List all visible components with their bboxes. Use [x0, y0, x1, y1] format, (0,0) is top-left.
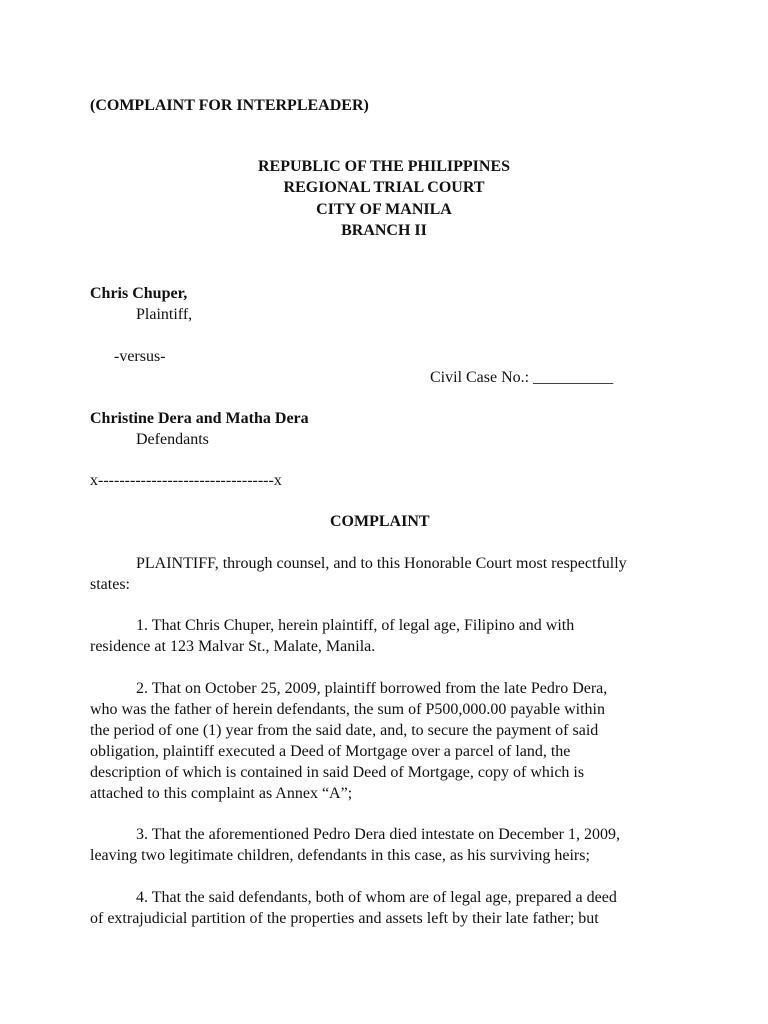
paragraph-line: who was the father of herein defendants, the sum of P500,000.00 payable within	[90, 701, 605, 718]
paragraph-line: description of which is contained in said Deed of Mortgage, copy of which is	[90, 764, 585, 781]
defendants-role: Defendants	[136, 431, 209, 448]
document-heading: (COMPLAINT FOR INTERPLEADER)	[90, 97, 369, 114]
paragraph-line: 2. That on October 25, 2009, plaintiff borrowed from the late Pedro Dera,	[136, 680, 608, 697]
court-line-republic: REPUBLIC OF THE PHILIPPINES	[257, 158, 511, 175]
paragraph-line: leaving two legitimate children, defendants in this case, as his surviving heirs;	[90, 847, 590, 864]
paragraph-line: obligation, plaintiff executed a Deed of Mortgage over a parcel of land, the	[90, 743, 571, 760]
plaintiff-name: Chris Chuper,	[90, 285, 188, 302]
paragraph-line: 4. That the said defendants, both of whom are of legal age, prepared a deed	[136, 889, 617, 906]
caption-separator: x---------------------------------x	[90, 472, 282, 489]
paragraph-line: the period of one (1) year from the said date, and, to secure the payment of said	[90, 722, 599, 739]
defendants-names: Christine Dera and Matha Dera	[90, 410, 309, 427]
versus-label: -versus-	[114, 348, 166, 365]
court-line-city: CITY OF MANILA	[316, 201, 452, 218]
paragraph-line: 3. That the aforementioned Pedro Dera died intestate on December 1, 2009,	[136, 826, 620, 843]
court-line-rtc: REGIONAL TRIAL COURT	[283, 179, 485, 196]
court-line-branch: BRANCH II	[341, 222, 427, 239]
civil-case-number: Civil Case No.: __________	[430, 369, 614, 386]
intro-line: PLAINTIFF, through counsel, and to this Honorable Court most respectfully	[136, 555, 627, 572]
intro-line: states:	[90, 576, 130, 593]
paragraph-line: attached to this complaint as Annex “A”;	[90, 785, 353, 802]
paragraph-line: 1. That Chris Chuper, herein plaintiff, of legal age, Filipino and with	[136, 617, 575, 634]
plaintiff-role: Plaintiff,	[136, 306, 193, 323]
paragraph-line: residence at 123 Malvar St., Malate, Manila.	[90, 638, 376, 655]
complaint-title: COMPLAINT	[330, 513, 430, 530]
paragraph-line: of extrajudicial partition of the properties and assets left by their late father; but	[90, 910, 599, 927]
